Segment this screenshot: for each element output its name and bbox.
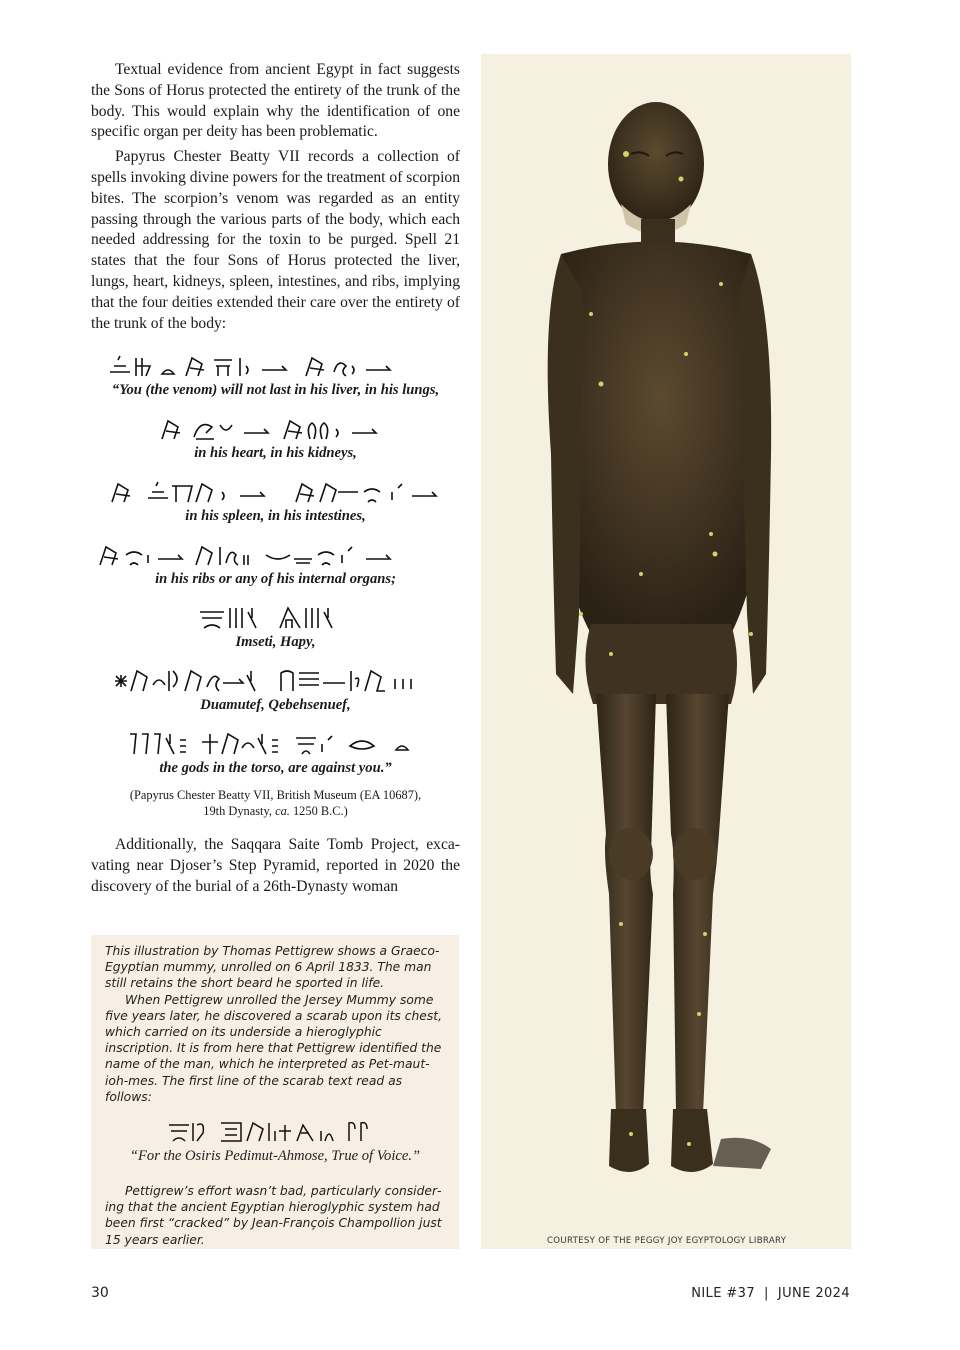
translation-line: Imseti, Hapy, [235,634,316,651]
hieroglyph-line [91,539,460,569]
citation-line [91,803,460,819]
hieroglyph-line [91,476,460,506]
hieroglyph-icon [106,352,446,380]
spell-quotation [91,350,460,819]
issue-label: NILE #37 | JUNE 2024 [691,1286,850,1301]
hieroglyph-line [91,728,460,758]
translation-line: the gods in the torso, are against you.” [159,760,392,777]
source-citation [91,787,460,819]
image-credit: COURTESY OF THE PEGGY JOY EGYPTOLOGY LIBRARY [547,1236,787,1246]
hieroglyph-icon [196,602,356,632]
hieroglyph-line [91,665,460,695]
hieroglyph-line [91,602,460,632]
article-column [91,60,460,898]
citation-circa: ca. [275,804,290,819]
hieroglyph-icon [96,541,456,569]
hieroglyph-line [91,413,460,443]
hieroglyph-icon [126,728,426,758]
article-body [91,60,460,334]
hieroglyph-icon [106,478,446,506]
mummy-figure-icon [481,54,851,1249]
hieroglyph-line [91,350,460,380]
caption-paragraph: This illustration by Thomas Pettigrew shows a Graeco-Egyptian mummy, unrolled on 6 April 1833. The man still retains the short beard he sported in life. [105,944,440,991]
paragraph: Textual evidence from ancient Egypt in fact suggests the Sons of Horus protected the entirety of the trunk of the body. This would explain why the identification of one specific organ per deity has been problematic. [91,61,460,141]
translation-line: “You (the venom) will not last in his liver, in his lungs, [111,382,440,399]
translation-line: in his heart, in his kidneys, [194,445,357,462]
mummy-illustration [481,54,851,1249]
page-number: 30 [91,1285,109,1301]
citation-dynasty: 19th Dynasty, [203,804,276,819]
image-caption-box [91,935,459,1249]
paragraph: Additionally, the Saqqara Saite Tomb Project, excavating near Djoser’s Step Pyramid, reported in 2020 the discovery of the burial of a 26th-Dynasty woman [91,836,460,895]
paragraph: Papyrus Chester Beatty VII records a collection of spells invoking divine powers for the treatment of scorpion bites. The scorpion’s venom was regarded as an entity passing through the various parts of the body, which each needed addressing for the toxin to be purged. Spell 21 states that the four Sons of Horus protected the liver, lungs, heart, kidneys, spleen, intestines, and ribs, implying that the four deities extended their care over the entirety of the trunk of the body: [91,148,460,332]
scarab-hieroglyph-line [105,1117,445,1143]
citation-line: (Papyrus Chester Beatty VII, British Museum (EA 10687), [129,788,422,803]
translation-line: in his spleen, in his intestines, [185,508,366,525]
citation-date: 1250 B.C.) [289,804,348,819]
hieroglyph-icon [111,665,441,695]
hieroglyph-icon [156,415,396,443]
hieroglyph-icon [165,1117,385,1143]
caption-paragraph: Pettigrew’s effort wasn’t bad, particularly considering that the ancient Egyptian hieroglyphic system had been first “cracked” by Jean-François Champollion just 15 years earlier. [105,1184,442,1247]
article-body-continued [91,835,460,897]
translation-line: Duamutef, Qebehsenuef, [200,697,351,714]
caption-quote: “For the Osiris Pedimut-Ahmose, True of Voice.” [129,1148,421,1165]
translation-line: in his ribs or any of his internal organs; [155,571,396,588]
caption-paragraph: When Pettigrew unrolled the Jersey Mummy some five years later, he discovered a scarab upon its chest, which carried on its underside a hieroglyphic inscription. It is from here that Pettigrew identified the name of the man, which he interpreted as Pet-maut-ioh-mes. The first line of the scarab text read as follows: [105,992,442,1104]
